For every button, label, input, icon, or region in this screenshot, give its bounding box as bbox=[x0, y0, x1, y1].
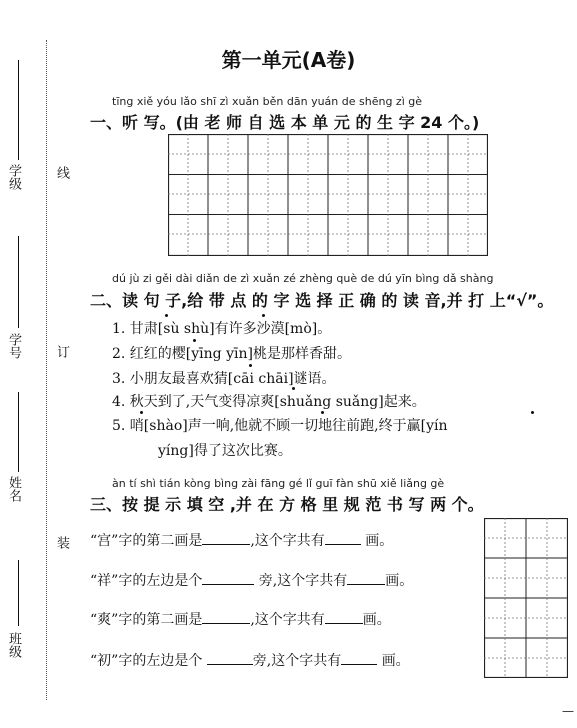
q3-row-2-c: 画。 bbox=[385, 573, 414, 589]
q2-heading: 二、读 句 子,给 带 点 的 字 选 择 正 确 的 读 音,并 打 上“√”。 bbox=[90, 291, 554, 310]
q3-writing-grid bbox=[484, 518, 568, 678]
q2-item-5-cont: yíng]得了这次比赛。 bbox=[158, 443, 292, 459]
q1-writing-grid bbox=[168, 134, 488, 256]
q3-row-3-b: ,这个字共有 bbox=[250, 612, 325, 628]
emphasis-dot bbox=[321, 411, 324, 414]
emphasis-dot bbox=[165, 314, 168, 317]
emphasis-dot bbox=[292, 387, 295, 390]
blank-radical[interactable] bbox=[202, 584, 254, 585]
emphasis-dot bbox=[249, 364, 252, 367]
q3-row-1-c: 画。 bbox=[365, 533, 394, 549]
q3-row-4-b: 旁,这个字共有 bbox=[252, 653, 342, 669]
emphasis-dot bbox=[262, 314, 265, 317]
class-label: 班级 bbox=[6, 632, 21, 658]
q3-row-1-b: ,这个字共有 bbox=[250, 533, 325, 549]
blank-stroke[interactable] bbox=[202, 544, 250, 545]
name-label: 姓名 bbox=[6, 476, 21, 502]
q3-row-2-b: 旁,这个字共有 bbox=[258, 573, 348, 589]
q2-item-4: 4. 秋天到了,天气变得凉爽[shuǎng suǎng]起来。 bbox=[112, 394, 426, 410]
q3-row-1-a: “宫”字的第二画是 bbox=[90, 533, 203, 549]
zhuang-label: 装 bbox=[54, 536, 69, 549]
q3-row-4-a: “初”字的左边是个 bbox=[90, 653, 203, 669]
blank-count[interactable] bbox=[347, 584, 385, 585]
studentno-blank bbox=[18, 236, 19, 328]
q3-heading: 三、按 提 示 填 空 ,并 在 方 格 里 规 范 书 写 两 个。 bbox=[90, 495, 484, 514]
grade-blank bbox=[18, 60, 19, 160]
blank-count[interactable] bbox=[325, 544, 361, 545]
emphasis-dot bbox=[193, 339, 196, 342]
q3-row-3-c: 画。 bbox=[362, 612, 391, 628]
q3-row-2 bbox=[90, 570, 413, 590]
page-title: 第一单元(A卷) bbox=[221, 48, 356, 72]
q2-item-5: 5. 哨[shào]声一响,他就不顾一切地往前跑,终于赢[yín bbox=[112, 418, 448, 434]
q1-heading: 一、听 写。(由 老 师 自 选 本 单 元 的 生 字 24 个。) bbox=[90, 113, 480, 132]
ding-label: 订 bbox=[54, 345, 69, 358]
emphasis-dot bbox=[531, 411, 534, 414]
studentno-label: 学号 bbox=[6, 333, 21, 359]
blank-count[interactable] bbox=[341, 664, 377, 665]
corner-mark: — bbox=[562, 704, 574, 718]
q3-row-3-a: “爽”字的第二画是 bbox=[90, 612, 203, 628]
blank-stroke[interactable] bbox=[202, 623, 250, 624]
q3-row-2-a: “祥”字的左边是个 bbox=[90, 573, 203, 589]
q3-row-1 bbox=[90, 530, 393, 550]
q2-item-2: 2. 红红的樱[yīng yīn]桃是那样香甜。 bbox=[112, 346, 351, 362]
q3-row-4-c: 画。 bbox=[381, 653, 410, 669]
class-blank bbox=[18, 560, 19, 626]
line-label: 线 bbox=[54, 166, 69, 179]
binding-dotted-line bbox=[46, 40, 47, 700]
q3-row-4 bbox=[90, 650, 410, 670]
blank-radical[interactable] bbox=[207, 664, 253, 665]
q2-pinyin: dú jù zi gěi dài diǎn de zì xuǎn zé zhèng què de dú yīn bìng dǎ shàng bbox=[112, 272, 494, 285]
name-blank bbox=[18, 392, 19, 472]
blank-count[interactable] bbox=[325, 623, 363, 624]
q3-row-3 bbox=[90, 609, 391, 629]
q3-pinyin: àn tí shì tián kòng bìng zài fāng gé lǐ guī fàn shū xiě liǎng gè bbox=[112, 477, 445, 490]
q2-item-1: 1. 甘肃[sù shù]有许多沙漠[mò]。 bbox=[112, 321, 332, 337]
q1-pinyin: tīng xiě yóu lǎo shī zì xuǎn běn dān yuán de shēng zì gè bbox=[112, 95, 422, 108]
grade-label: 学级 bbox=[6, 164, 21, 190]
emphasis-dot bbox=[140, 411, 143, 414]
q2-item-3: 3. 小朋友最喜欢猜[cāi chāi]谜语。 bbox=[112, 371, 336, 387]
